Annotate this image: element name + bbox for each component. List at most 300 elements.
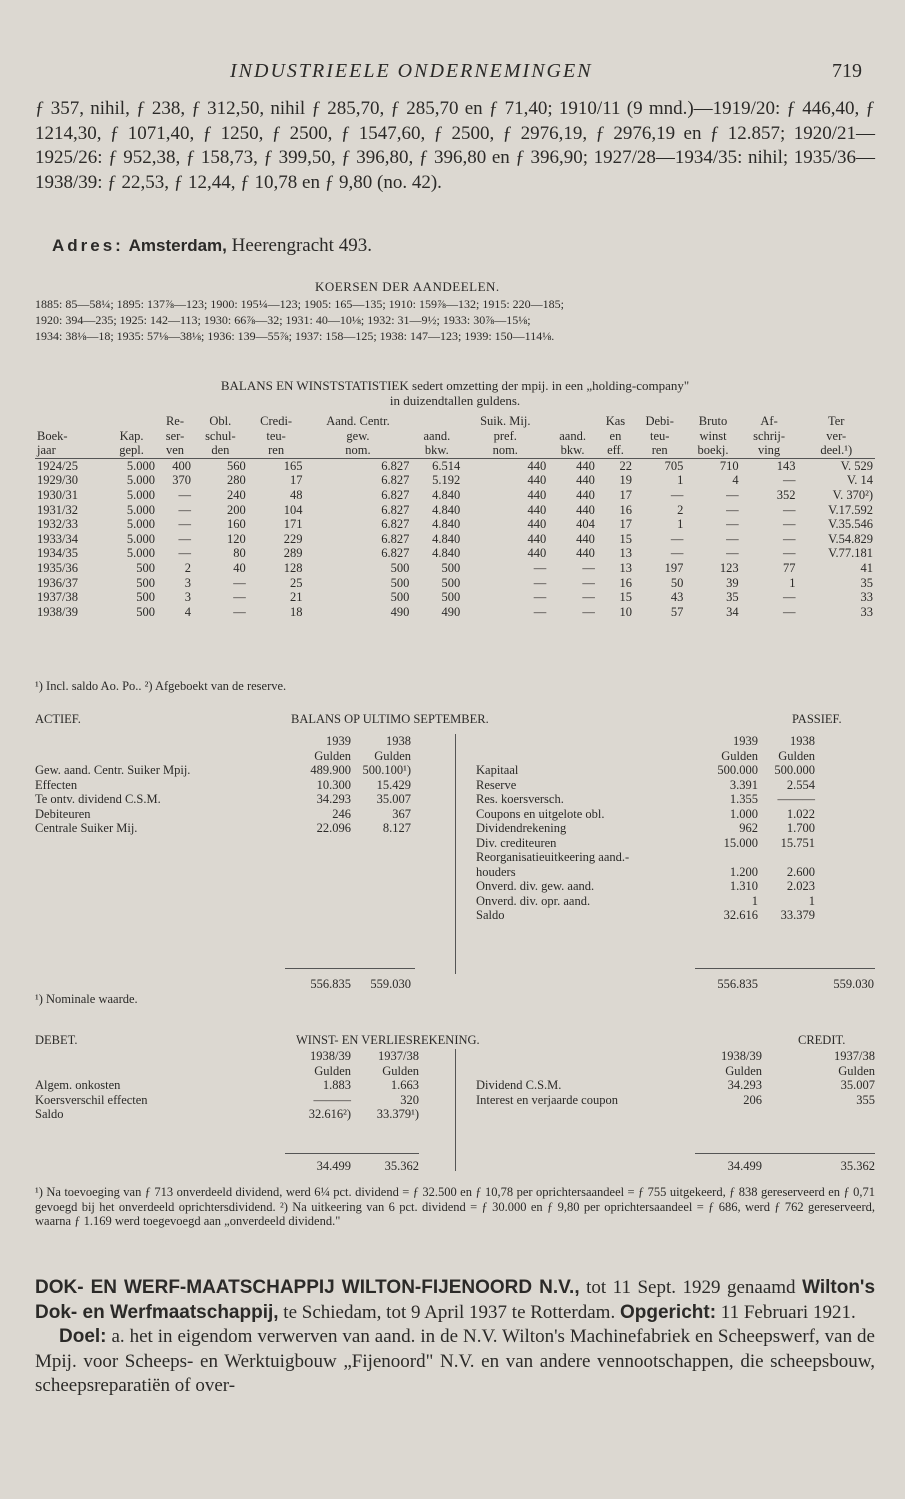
winst-totals <box>35 1159 875 1174</box>
stats-header-cell: ver- <box>826 428 847 443</box>
ledger-value: 34.293 <box>316 792 351 806</box>
table-cell: 18 <box>290 604 303 619</box>
stats-header-cell <box>106 414 157 429</box>
company-entry <box>35 1276 875 1399</box>
ledger-value: 500.000 <box>774 763 815 777</box>
table-cell: — <box>782 590 796 605</box>
table-row <box>35 576 875 591</box>
table-cell: 440 <box>527 458 547 473</box>
table-cell: — <box>178 487 191 502</box>
table-row <box>35 503 875 518</box>
table-cell: V.54.829 <box>828 531 873 546</box>
table-cell: V.35.546 <box>828 517 873 532</box>
table-cell: — <box>582 604 595 619</box>
ledger-value: 500.000 <box>717 763 758 777</box>
ledger-value: 1.000 <box>729 806 758 821</box>
ledger-value: 22.096 <box>316 821 351 835</box>
ledger-row <box>476 807 875 822</box>
table-cell: 500 <box>441 560 461 575</box>
ledger-label: Div. crediteuren <box>476 835 557 850</box>
table-cell: 1933/34 <box>37 531 78 546</box>
table-cell: — <box>726 546 739 561</box>
table-cell: — <box>782 502 796 517</box>
doel-paragraph <box>35 1325 875 1399</box>
table-cell: 128 <box>283 560 303 575</box>
unit-label: Gulden <box>721 748 758 763</box>
table-cell: 50 <box>670 575 684 590</box>
unit-label: Gulden <box>778 748 815 763</box>
table-cell: V.77.181 <box>828 546 873 561</box>
table-cell: 500 <box>390 560 410 575</box>
stats-header-cell: boekj. <box>685 443 740 458</box>
ledger-label: Saldo <box>35 1107 64 1121</box>
table-row <box>35 473 875 488</box>
table-row <box>35 590 875 605</box>
ledger-label: Onverd. div. gew. aand. <box>476 879 595 893</box>
stats-header-cell: ren <box>248 443 305 458</box>
table-cell: 440 <box>576 502 595 517</box>
table-cell: 2 <box>677 502 684 517</box>
total-debet-1: 34.499 <box>316 1159 351 1173</box>
total-rule <box>695 1153 875 1154</box>
table-cell: 3 <box>184 590 191 605</box>
ledger-value: 15.000 <box>723 835 758 850</box>
table-cell: 4.840 <box>432 487 461 502</box>
credit-column <box>476 1049 875 1107</box>
stats-header-cell: Re- <box>165 414 185 428</box>
table-cell: 4.840 <box>432 531 461 546</box>
doel-text: a. het in eigendom verwerven van aand. in de N.V. Wilton's Machinefabriek en Scheepswerf, van de Mpij. voor Scheeps- en Werktuigbouw „Fijenoord" N.V. en van andere vennootschappen, die scheepsbouw, scheepsreparatiën of over- <box>35 1326 875 1396</box>
table-cell: 440 <box>576 487 595 502</box>
opgericht-value: 11 Februari 1921. <box>716 1301 856 1323</box>
table-cell: 6.827 <box>381 502 410 517</box>
table-cell: 440 <box>576 473 595 488</box>
table-cell: 404 <box>576 517 595 532</box>
statistiek-title <box>35 378 875 408</box>
table-cell: 10 <box>619 604 633 619</box>
total-actief-1938: 559.030 <box>370 977 411 991</box>
ledger-value: 1.883 <box>322 1078 351 1092</box>
table-cell: 13 <box>619 560 633 575</box>
table-cell: 289 <box>283 546 303 561</box>
winst-section <box>35 1033 875 1183</box>
stats-header-cell: bkw. <box>548 443 597 458</box>
table-cell: 705 <box>664 458 684 473</box>
stats-header-cell: ving <box>741 443 798 458</box>
table-cell: 13 <box>619 546 633 561</box>
ledger-value: 367 <box>392 806 411 821</box>
ledger-row <box>476 908 875 923</box>
table-cell: 4 <box>184 604 191 619</box>
ledger-value: 1.310 <box>729 879 758 893</box>
ledger-label: Te ontv. dividend C.S.M. <box>35 792 161 806</box>
statistiek-title-line1: BALANS EN WINSTSTATISTIEK sedert omzetting der mpij. in een „holding-company" <box>220 378 690 393</box>
ledger-value: 206 <box>743 1092 762 1107</box>
address-city: Amsterdam, <box>128 236 227 255</box>
ledger-value: 355 <box>856 1092 875 1107</box>
ledger-row <box>35 807 455 822</box>
debet-column <box>35 1049 455 1122</box>
table-cell: 370 <box>172 473 191 488</box>
passief-title: PASSIEF. <box>792 712 842 726</box>
ledger-row <box>35 778 455 793</box>
table-cell: 229 <box>283 531 303 546</box>
table-cell: — <box>533 575 547 590</box>
stats-header-cell: schul- <box>205 428 236 443</box>
table-cell: 560 <box>226 458 246 473</box>
stats-header-cell: winst <box>699 428 727 443</box>
balans-title: BALANS OP ULTIMO SEPTEMBER. <box>291 712 489 726</box>
ledger-label: Res. koersversch. <box>476 792 564 806</box>
table-cell: 104 <box>283 502 303 517</box>
stats-header-cell: Bruto <box>698 414 728 428</box>
total-actief-1939: 556.835 <box>310 977 351 991</box>
table-cell: 440 <box>527 502 547 517</box>
table-cell: 1 <box>677 517 684 532</box>
table-cell: 80 <box>233 546 246 561</box>
table-cell: 5.000 <box>126 546 155 561</box>
table-cell: — <box>782 473 796 488</box>
ledger-value: 1.022 <box>786 806 815 821</box>
stats-header-row <box>35 414 875 429</box>
table-cell: 77 <box>782 560 796 575</box>
company-name: DOK- EN WERF-MAATSCHAPPIJ WILTON-FIJENOORD N.V., <box>35 1277 580 1298</box>
stats-header-cell: bkw. <box>411 443 462 458</box>
table-cell: 1938/39 <box>37 604 78 619</box>
table-cell: 40 <box>233 560 246 575</box>
year-1938: 1938 <box>790 734 815 748</box>
table-cell: — <box>233 604 246 619</box>
ledger-row <box>35 792 455 807</box>
intro-text: ƒ 357, nihil, ƒ 238, ƒ 312,50, nihil ƒ 285,70, ƒ 285,70 en ƒ 71,40; 1910/11 (9 mnd.)—1919/20: ƒ 446,40, ƒ 1214,30, ƒ 1071,40, ƒ 1250, ƒ 2500, ƒ 1547,60, ƒ 2500, ƒ 2976,19, ƒ 2976,19 en ƒ 12.857; 1920/21—1925/26: ƒ 952,38, ƒ 158,73, ƒ 399,50, ƒ 396,80, ƒ 396,80 en ƒ 396,90; 1927/28—1934/35: nihil; 1935/36—1938/39: ƒ 22,53, ƒ 12,44, ƒ 10,78 en ƒ 9,80 (no. 42). <box>35 98 875 193</box>
table-cell: 15 <box>619 590 633 605</box>
table-cell: 500 <box>441 590 461 605</box>
ledger-row <box>35 1078 455 1093</box>
ledger-value: 35.007 <box>840 1078 875 1092</box>
statistiek-title-line2: in duizendtallen guldens. <box>389 393 521 408</box>
year-1939: 1939 <box>733 734 758 748</box>
unit-label: Gulden <box>314 748 351 763</box>
ledger-value: 489.900 <box>310 763 351 777</box>
year-1939: 1939 <box>326 734 351 748</box>
year-1937-38: 1937/38 <box>378 1049 419 1063</box>
ledger-value: 15.429 <box>376 777 411 792</box>
winst-footnote: ¹) Na toevoeging van ƒ 713 onverdeeld dividend, werd 6¼ pct. dividend = ƒ 32.500 en ƒ 10,78 per oprichtersaandeel = ƒ 755 uitgekeerd, ƒ 838 gereserveerd en ƒ 0,71 gevoegd bij het onverdeeld oprichtersdividend. ²) Na uitkeering van 6 pct. dividend = ƒ 30.000 en ƒ 9,80 per oprichtersaandeel = ƒ 686, werd ƒ 762 gereserveerd, waarna ƒ 1.169 werd toegevoegd aan „onverdeeld dividend." <box>35 1185 875 1228</box>
running-title: INDUSTRIEELE ONDERNEMINGEN <box>230 60 593 82</box>
table-row <box>35 561 875 576</box>
ledger-label: Koersverschil effecten <box>35 1092 148 1107</box>
unit-label: Gulden <box>838 1063 875 1078</box>
table-cell: 1929/30 <box>37 473 78 488</box>
table-cell: 500 <box>136 560 155 575</box>
ledger-row <box>476 865 875 880</box>
table-cell: 197 <box>664 560 684 575</box>
table-cell: — <box>582 575 595 590</box>
table-cell: 500 <box>390 575 410 590</box>
table-cell: 35 <box>726 590 739 605</box>
stats-header-cell: Suik. Mij. <box>480 414 531 428</box>
ledger-row <box>476 1093 875 1108</box>
table-cell: 500 <box>136 575 155 590</box>
stats-header-cell: Kap. <box>119 428 144 443</box>
stats-header-cell: Debi- <box>645 414 674 428</box>
table-cell: 25 <box>290 575 303 590</box>
table-cell: 440 <box>527 517 547 532</box>
stats-header-cell: schrij- <box>753 428 786 443</box>
table-cell: 16 <box>619 502 633 517</box>
table-cell: — <box>178 546 191 561</box>
table-cell: 5.192 <box>432 473 461 488</box>
ledger-value: 320 <box>400 1092 419 1107</box>
table-cell: 33 <box>860 604 873 619</box>
table-cell: 171 <box>283 517 303 532</box>
table-cell: — <box>533 604 547 619</box>
ledger-value: 10.300 <box>316 777 351 792</box>
table-cell: 33 <box>860 590 873 605</box>
table-cell: — <box>670 546 684 561</box>
table-cell: 41 <box>860 560 873 575</box>
stats-header-cell: aand. <box>423 428 451 443</box>
total-rule <box>285 968 415 969</box>
ledger-value: 32.616²) <box>308 1107 351 1121</box>
table-cell: — <box>582 590 595 605</box>
ledger-label: Centrale Suiker Mij. <box>35 821 138 835</box>
table-cell: 5.000 <box>126 517 155 532</box>
table-cell: — <box>582 560 595 575</box>
stats-header-row <box>35 443 875 458</box>
table-cell: 440 <box>576 546 595 561</box>
table-cell: 440 <box>527 546 547 561</box>
table-cell: 1 <box>677 473 684 488</box>
ledger-label: Saldo <box>476 908 505 922</box>
ledger-row <box>35 763 455 778</box>
actief-title: ACTIEF. <box>35 712 81 726</box>
table-cell: — <box>178 531 191 546</box>
ledger-row <box>476 792 875 807</box>
table-cell: 4.840 <box>432 517 461 532</box>
credit-title: CREDIT. <box>798 1033 846 1047</box>
table-cell: 1934/35 <box>37 546 78 561</box>
table-cell: 17 <box>619 517 633 532</box>
table-cell: 500 <box>390 590 410 605</box>
stats-header-cell: nom. <box>462 443 548 458</box>
total-credit-2: 35.362 <box>840 1159 875 1173</box>
ledger-row <box>476 778 875 793</box>
table-cell: 6.827 <box>381 487 410 502</box>
stats-header-cell: jaar <box>35 443 106 458</box>
table-cell: 1924/25 <box>37 458 78 473</box>
table-cell: — <box>670 487 684 502</box>
ledger-value: 2.554 <box>786 777 815 792</box>
table-row <box>35 458 875 473</box>
table-cell: 2 <box>184 560 191 575</box>
stats-header-cell: ren <box>634 443 685 458</box>
ledger-label: Debiteuren <box>35 806 91 821</box>
table-cell: 200 <box>226 502 246 517</box>
table-cell: 57 <box>670 604 684 619</box>
ledger-row <box>35 1093 455 1108</box>
statistiek-table <box>35 414 875 619</box>
opgericht-label: Opgericht: <box>619 1301 717 1323</box>
ledger-label: Reorganisatieuitkeering aand.- <box>476 850 630 864</box>
table-row <box>35 532 875 547</box>
ledger-value: 246 <box>332 806 351 821</box>
doel-label: Doel: <box>59 1326 107 1347</box>
table-cell: — <box>533 590 547 605</box>
stats-header-cell: teu- <box>266 428 286 443</box>
intro-paragraph <box>35 97 875 195</box>
table-cell: 400 <box>172 458 191 473</box>
ledger-value: 1.355 <box>729 792 758 806</box>
ledger-label: Onverd. div. opr. aand. <box>476 893 591 908</box>
table-cell: 34 <box>726 604 739 619</box>
table-cell: 6.514 <box>432 458 461 473</box>
table-cell: 5.000 <box>126 487 155 502</box>
table-cell: 490 <box>441 604 461 619</box>
table-cell: 710 <box>719 458 739 473</box>
ledger-value: ——— <box>313 1092 351 1107</box>
table-cell: 440 <box>576 531 595 546</box>
ledger-value: 500.100¹) <box>362 763 411 777</box>
table-cell: 280 <box>226 473 246 488</box>
table-cell: 48 <box>290 487 303 502</box>
table-cell: — <box>726 502 739 517</box>
balans-totals <box>35 977 875 992</box>
address-line <box>52 235 372 257</box>
stats-header-cell: Obl. <box>209 414 232 428</box>
table-cell: 440 <box>576 458 595 473</box>
table-cell: 1 <box>789 575 796 590</box>
table-cell: 6.827 <box>381 473 410 488</box>
ledger-value: 3.391 <box>729 777 758 792</box>
koersen-line: 1920: 394—235; 1925: 142—113; 1930: 66⅞—32; 1931: 40—10⅛; 1932: 31—9½; 1933: 30⅞—15⅛; <box>35 313 531 327</box>
winst-title: WINST- EN VERLIESREKENING. <box>296 1033 480 1047</box>
table-cell: 123 <box>719 560 739 575</box>
table-row <box>35 546 875 561</box>
total-rule <box>695 968 875 969</box>
table-cell: V. 529 <box>840 458 873 473</box>
stats-header-cell: teu- <box>649 428 670 443</box>
table-row <box>35 605 875 620</box>
table-cell: 6.827 <box>381 458 410 473</box>
unit-label: Gulden <box>374 748 411 763</box>
table-cell: 440 <box>527 487 547 502</box>
column-divider <box>455 734 456 974</box>
table-cell: 4.840 <box>432 546 461 561</box>
table-cell: 1932/33 <box>37 517 78 532</box>
stats-header-cell: en <box>609 428 622 443</box>
table-cell: 5.000 <box>126 531 155 546</box>
table-cell: 5.000 <box>126 473 155 488</box>
debet-title: DEBET. <box>35 1033 78 1047</box>
ledger-label: Reserve <box>476 777 517 792</box>
ledger-label: Algem. onkosten <box>35 1078 121 1092</box>
table-cell: 19 <box>619 473 633 488</box>
table-cell: — <box>782 604 796 619</box>
table-cell: — <box>726 531 739 546</box>
table-cell: 500 <box>441 575 461 590</box>
stats-header-cell: Aand. Centr. <box>326 414 390 428</box>
table-cell: 17 <box>290 473 303 488</box>
table-cell: 1930/31 <box>37 487 78 502</box>
table-cell: 4 <box>732 473 739 488</box>
table-cell: 500 <box>136 590 155 605</box>
table-cell: 5.000 <box>126 502 155 517</box>
table-cell: 440 <box>527 531 547 546</box>
total-debet-2: 35.362 <box>384 1159 419 1173</box>
table-cell: 39 <box>726 575 739 590</box>
stats-header-cell: den <box>193 443 248 458</box>
table-cell: V. 14 <box>846 473 873 488</box>
table-cell: 21 <box>290 590 303 605</box>
table-cell: 6.827 <box>381 546 410 561</box>
year-1938-39: 1938/39 <box>310 1049 351 1063</box>
stats-header-cell: nom. <box>305 443 412 458</box>
unit-label: Gulden <box>382 1063 419 1078</box>
ledger-row <box>476 879 875 894</box>
table-cell: — <box>782 546 796 561</box>
table-cell: 490 <box>390 604 410 619</box>
table-cell: 3 <box>184 575 191 590</box>
ledger-value: 1.700 <box>786 821 815 835</box>
ledger-label: Dividend C.S.M. <box>476 1078 562 1092</box>
ledger-row <box>476 836 875 851</box>
table-cell: 17 <box>619 487 633 502</box>
table-cell: — <box>726 487 739 502</box>
ledger-row <box>476 894 875 909</box>
stats-header-cell: gew. <box>346 428 370 443</box>
ledger-row <box>476 821 875 836</box>
stats-header-row <box>35 429 875 444</box>
actief-column <box>35 734 455 836</box>
total-credit-1: 34.499 <box>727 1159 762 1173</box>
company-paragraph: DOK- EN WERF-MAATSCHAPPIJ WILTON-FIJENOORD N.V., tot 11 Sept. 1929 genaamd Wilton's Dok- en Werfmaatschappij, te Schiedam, tot 9 April 1937 te Rotterdam. Opgericht: 11 Februari 1921. <box>35 1277 876 1323</box>
table-cell: — <box>233 590 246 605</box>
ledger-row <box>35 1107 455 1122</box>
ledger-row <box>476 1078 875 1093</box>
table-cell: 1937/38 <box>37 590 78 605</box>
table-cell: V. 370²) <box>832 487 873 502</box>
ledger-value: 1.200 <box>729 864 758 879</box>
koersen-line: 1885: 85—58¼; 1895: 137⅞—123; 1900: 195¼—123; 1905: 165—135; 1910: 159⅞—132; 1915: 220—185; <box>35 297 565 311</box>
stats-header-cell: Boek- <box>37 428 68 443</box>
address-street: Heerengracht 493. <box>231 235 372 256</box>
koersen-title: KOERSEN DER AANDEELEN. <box>315 279 500 294</box>
table-cell: — <box>782 531 796 546</box>
table-cell: 6.827 <box>381 531 410 546</box>
ledger-value: 2.023 <box>786 879 815 893</box>
koersen-block <box>35 296 875 344</box>
table-cell: 143 <box>776 458 796 473</box>
ledger-label: Gew. aand. Centr. Suiker Mpij. <box>35 763 191 777</box>
table-cell: 1931/32 <box>37 502 78 517</box>
table-row <box>35 488 875 503</box>
stats-header-cell: Ter <box>828 414 845 428</box>
stats-header-cell: eff. <box>597 443 634 458</box>
table-cell: 1935/36 <box>37 560 78 575</box>
table-cell: — <box>533 560 547 575</box>
table-cell: 35 <box>860 575 873 590</box>
table-cell: — <box>782 517 796 532</box>
unit-label: Gulden <box>314 1063 351 1078</box>
table-cell: — <box>178 517 191 532</box>
stats-header-cell <box>411 414 462 429</box>
ledger-value: 34.293 <box>727 1078 762 1092</box>
table-cell: V.17.592 <box>828 502 873 517</box>
table-row <box>35 517 875 532</box>
ledger-value: 1 <box>751 893 758 908</box>
ledger-label: Effecten <box>35 777 78 792</box>
